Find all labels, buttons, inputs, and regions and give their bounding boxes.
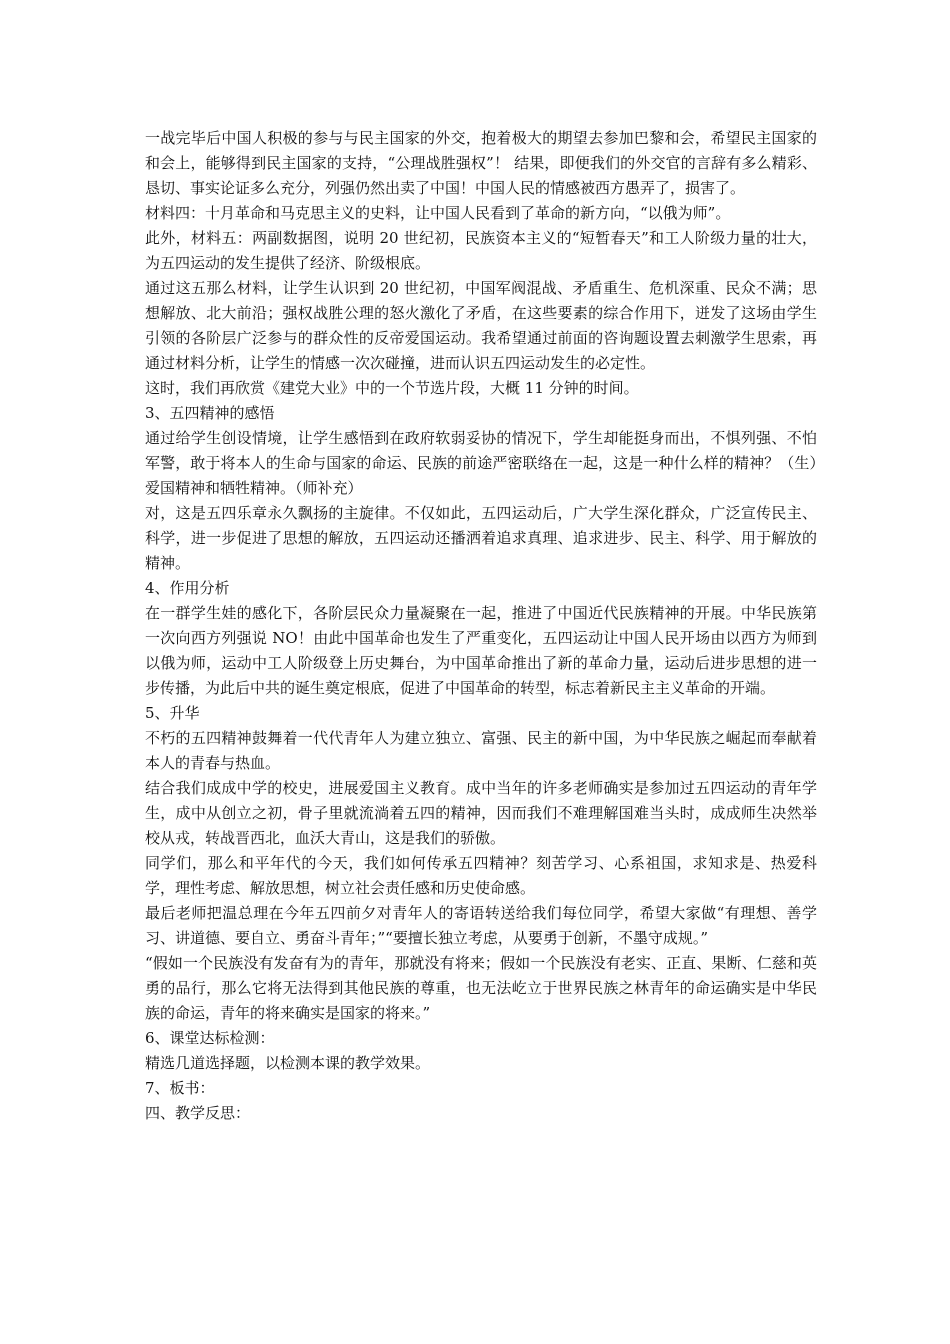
paragraph-inherit-spirit: 同学们，那么和平年代的今天，我们如何传承五四精神？刻苦学习、心系祖国，求知求是、热爱科学，理性考虑、解放思想，树立社会责任感和历史使命感。 [145,854,817,897]
paragraph-effect-analysis: 在一群学生娃的感化下，各阶层民众力量凝聚在一起，推进了中国近代民族精神的开展。中华民族第一次向西方列强说 NO！由此中国革命也发生了严重变化，五四运动让中国人民开场由以西方为师到以俄为师，运动中工人阶级登上历史舞台，为中国革命推出了新的革命力量，运动后进步思想的进一步传播，为此后中共的诞生奠定根底，促进了中国革命的转型，标志着新民主主义革命的开端。 [145,604,817,697]
section-heading-7: 7、板书： [145,1079,215,1097]
section-heading-reflection: 四、教学反思： [145,1104,251,1122]
paragraph-immortal-spirit: 不朽的五四精神鼓舞着一代代青年人为建立独立、富强、民主的新中国，为中华民族之崛起而奉献着本人的青春与热血。 [145,729,817,772]
document-page [145,126,817,1126]
paragraph-film-clip: 这时，我们再欣赏《建党大业》中的一个节选片段，大概 11 分钟的时间。 [145,379,639,397]
section-heading-4: 4、作用分析 [145,579,230,597]
section-heading-6: 6、课堂达标检测： [145,1029,275,1047]
paragraph-quote-youth: “假如一个民族没有发奋有为的青年，那就没有将来；假如一个民族没有老实、正直、果断、仁慈和英勇的品行，那么它将无法得到其他民族的尊重，也无法屹立于世界民族之林青年的命运确实是中华民族的命运，青年的将来确实是国家的将来。” [145,954,817,1022]
section-heading-3: 3、五四精神的感悟 [145,404,275,422]
paragraph-spirit-theme: 对，这是五四乐章永久飘扬的主旋律。不仅如此，五四运动后，广大学生深化群众，广泛宣传民主、科学，进一步促进了思想的解放，五四运动还播洒着追求真理、追求进步、民主、科学、用于解放的精神。 [145,504,817,572]
section-heading-5: 5、升华 [145,704,200,722]
paragraph-paris-conference: 一战完毕后中国人积极的参与与民主国家的外交，抱着极大的期望去参加巴黎和会，希望民主国家的和会上，能够得到民主国家的支持，“公理战胜强权”！ 结果，即便我们的外交官的言辞有多么精彩、恳切、事实论证多么充分，列强仍然出卖了中国！中国人民的情感被西方愚弄了，损害了。 [145,129,817,197]
paragraph-material-four: 材料四：十月革命和马克思主义的史料，让中国人民看到了革命的新方向，“以俄为师”。 [145,204,731,222]
paragraph-material-five: 此外，材料五：两副数据图，说明 20 世纪初，民族资本主义的“短暂春天”和工人阶级力量的壮大，为五四运动的发生提供了经济、阶级根底。 [145,229,817,272]
paragraph-quiz: 精选几道选择题，以检测本课的教学效果。 [145,1054,431,1072]
paragraph-school-history: 结合我们成成中学的校史，进展爱国主义教育。成中当年的许多老师确实是参加过五四运动的青年学生，成中从创立之初，骨子里就流淌着五四的精神，因而我们不难理解国难当头时，成成师生决然举校从戎，转战晋西北，血沃大青山，这是我们的骄傲。 [145,779,817,847]
paragraph-spirit-situation: 通过给学生创设情境，让学生感悟到在政府软弱妥协的情况下，学生却能挺身而出，不惧列强、不怕军警，敢于将本人的生命与国家的命运、民族的前途严密联络在一起，这是一种什么样的精神？（生）爱国精神和牺牲精神。（师补充） [145,429,817,497]
paragraph-materials-summary: 通过这五那么材料，让学生认识到 20 世纪初，中国军阀混战、矛盾重生、危机深重、民众不满；思想解放、北大前沿；强权战胜公理的怒火激化了矛盾，在这些要素的综合作用下，迸发了这场由学生引领的各阶层广泛参与的群众性的反帝爱国运动。我希望通过前面的咨询题设置去刺激学生思索，再通过材料分析，让学生的情感一次次碰撞，进而认识五四运动发生的必定性。 [145,279,817,372]
paragraph-premier-message: 最后老师把温总理在今年五四前夕对青年人的寄语转送给我们每位同学，希望大家做“有理想、善学习、讲道德、要自立、勇奋斗青年；”“要擅长独立考虑，从要勇于创新，不墨守成规。” [145,904,817,947]
